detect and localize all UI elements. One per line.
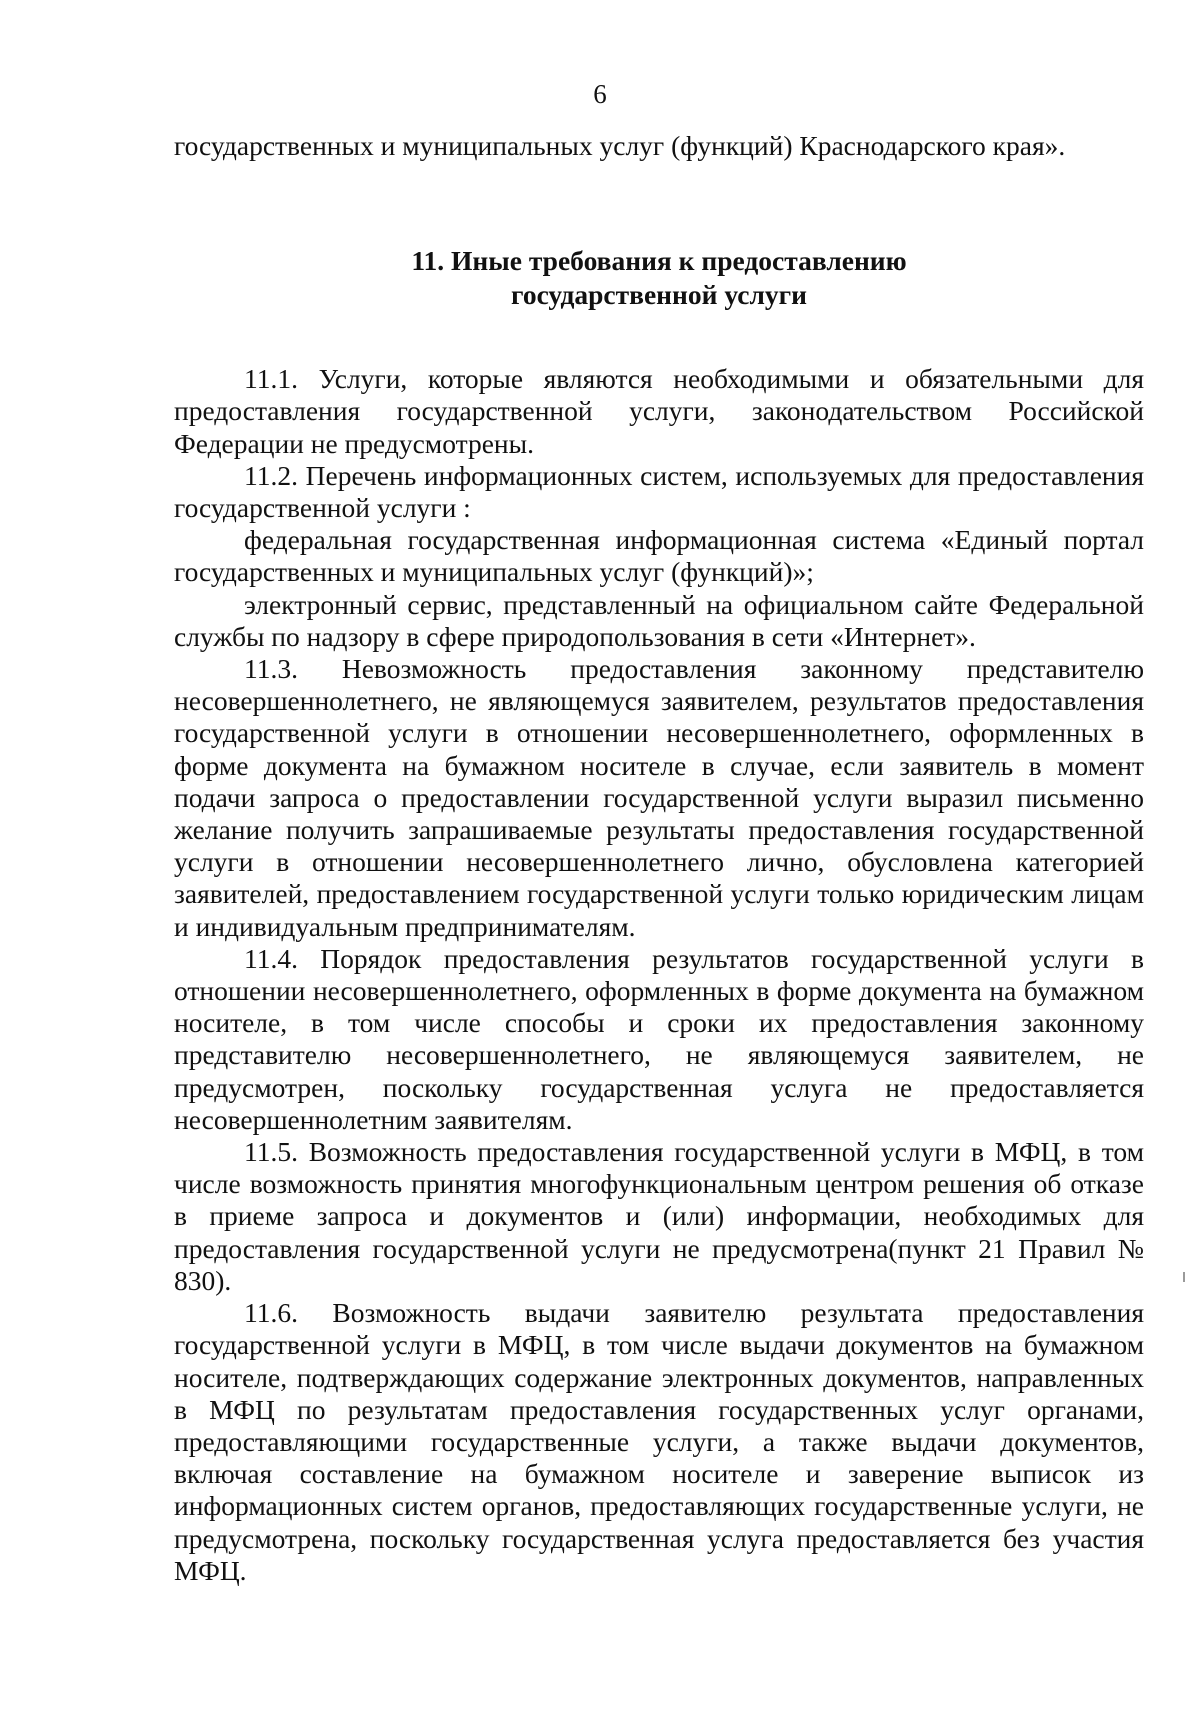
paragraph-11-6: 11.6. Возможность выдачи заявителю результата предоставления государственной услуги в МФЦ, в том числе выдачи документов на бумажном носителе, подтверждающих содержание электронных документов, направленных в МФЦ по результатам предоставления государственных услуг органами, предоставляющими государственные услуги, а также выдачи документов, включая составление на бумажном носителе и заверение выписок из информационных систем органов, предоставляющих государственные услуги, не предусмотрена, поскольку государственная услуга предоставляется без участия МФЦ. xyxy=(174,1297,1144,1586)
paragraph-11-2-item-2: электронный сервис, представленный на официальном сайте Федеральной службы по надзору в сфере природопользования в сети «Интернет». xyxy=(174,588,1144,652)
scan-artifact-mark xyxy=(1183,1272,1185,1282)
page-number: 6 xyxy=(593,79,607,109)
section-heading xyxy=(174,244,1144,312)
section-heading-line-1: 11. Иные требования к предоставлению xyxy=(411,245,907,277)
paragraph-11-4: 11.4. Порядок предоставления результатов государственной услуги в отношении несовершеннолетнего, оформленных в форме документа на бумажном носителе, в том числе способы и сроки их предоставления законному представителю несовершеннолетнего, не являющемуся заявителем, не предусмотрен, поскольку государственная услуга не предоставляется несовершеннолетним заявителям. xyxy=(174,942,1144,1135)
paragraph-11-5: 11.5. Возможность предоставления государственной услуги в МФЦ, в том числе возможность принятия многофункциональным центром решения об отказе в приеме запроса и документов и (или) информации, необходимых для предоставления государственной услуги не предусмотрена(пункт 21 Правил № 830). xyxy=(174,1136,1144,1296)
section-heading-line-2: государственной услуги xyxy=(511,279,807,311)
document-body xyxy=(174,130,1144,1587)
paragraph-11-2: 11.2. Перечень информационных систем, используемых для предоставления государственной услуги : xyxy=(174,459,1144,524)
paragraph-11-3: 11.3. Невозможность предоставления законному представителю несовершеннолетнего, не являющемуся заявителем, результатов предоставления государственной услуги в отношении несовершеннолетнего, оформленных в форме документа на бумажном носителе в случае, если заявитель в момент подачи запроса о предоставлении государственной услуги выразил письменно желание получить запрашиваемые результаты предоставления государственной услуги в отношении несовершеннолетнего лично, обусловлена категорией заявителей, предоставлением государственной услуги только юридическим лицам и индивидуальным предпринимателям. xyxy=(174,653,1144,942)
paragraph-11-2-item-1: федеральная государственная информационная система «Единый портал государственных и муниципальных услуг (функций)»; xyxy=(174,524,1144,588)
paragraph-11-1: 11.1. Услуги, которые являются необходимыми и обязательными для предоставления государственной услуги, законодательством Российской Федерации не предусмотрены. xyxy=(174,363,1144,459)
continuation-line: государственных и муниципальных услуг (функций) Краснодарского края». xyxy=(174,130,1066,161)
